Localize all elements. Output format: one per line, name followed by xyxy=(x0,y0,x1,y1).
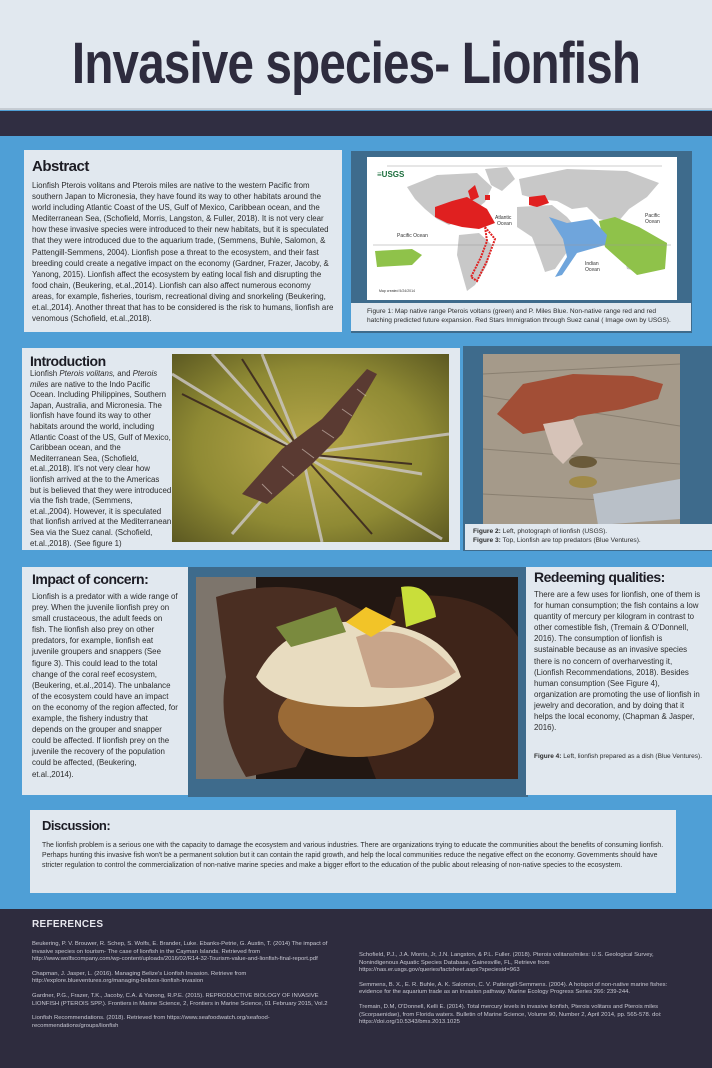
discussion-heading: Discussion: xyxy=(42,818,111,833)
reference-item: Tremain, D.M, O'Donnell, Kelli E. (2014). Total mercury levels in invasive lionfish, Pterois volitans and Pterois miles (Scorpaenidae), from Florida waters. Bulletin of Marine Science, Volume 90, Number 2, April 2014, pp. 565-578. doi: https://doi.org/10.5343/bms.2013.1025 xyxy=(359,1003,662,1026)
redeeming-section xyxy=(526,567,712,795)
intro-text-part: are native to the Indo Pacific Ocean. Including Philippines, Southern Japan, Australia, and Micronesia. The lionfish have found its way to other habitats around the world, including Atlantic Coast of the US, Gulf of Mexico, Caribbean ocean, and the Mediterranean Sea, (Schofield, et.al.,2018). It's not very clear how lionfish arrived at the to the Americas but is believed that they were introduced via the fish trade, (Semmens, et.al.,2004). However, it is speculated that lionfish arrived at the Mediterranean Sea via the Suez canal. (Schofield, et.al.,2018). (See figure 1) xyxy=(30,379,172,548)
reference-item: Chapman, J. Jasper, L. (2016). Managing Belize's Lionfish Invasion. Retrieve from http://explore.blueventures.org/managing-belizes-lionfish-invasion xyxy=(32,970,247,985)
discussion-section xyxy=(30,810,676,893)
svg-text:Atlantic: Atlantic xyxy=(495,215,512,221)
lionfish-dish-photo xyxy=(196,577,518,779)
svg-text:Pacific: Pacific xyxy=(645,213,660,219)
svg-text:Map created 5/24/2014: Map created 5/24/2014 xyxy=(379,289,415,293)
intro-species-name: Pterois volitans, xyxy=(59,369,116,378)
redeeming-heading: Redeeming qualities: xyxy=(534,569,665,585)
title-divider-band xyxy=(0,111,712,136)
svg-text:Pacific Ocean: Pacific Ocean xyxy=(397,233,428,239)
figure2-label: Figure 2: xyxy=(473,528,501,535)
reference-item: Schofield, P.J., J.A. Morris, Jr, J.N. Langston, & P.L. Fuller. (2018). Pterois volitans/miles: U.S. Geological Survey, Nonindigenous Aquatic Species Database, Gainesville, FL, Retrieve from https://nas.er.usgs.gov/queries/factsheet.aspx?speciesid=963 xyxy=(359,952,654,974)
poster-title: Invasive species- Lionfish xyxy=(71,31,641,96)
introduction-heading: Introduction xyxy=(30,353,106,369)
figure1-world-map xyxy=(367,157,677,300)
impact-text: Lionfish is a predator with a wide range of prey. When the juvenile lionfish prey on small crustaceous, the adult feeds on fish. The lionfish also prey on other predators, for example, lionfish eat juvenile groupers and snappers (See figure 3). This could lead to the total change of the coral reef ecosystem, (Beukering, et.al.,2014). The unbalance of the ecosystem could have an impact on the economy of the region affected, for example, the fishery industry that depends on the grouper and snapper could be affected. If lionfish prey on the juvenile the recovery of the population could be affected, (Beukering, et.al.,2014). xyxy=(32,592,178,779)
figure4-caption xyxy=(534,753,704,762)
figure3-label: Figure 3: xyxy=(473,536,501,544)
impact-section xyxy=(22,567,188,795)
svg-text:Ocean: Ocean xyxy=(497,221,512,227)
lionfish-dock-graphic xyxy=(483,354,680,525)
reference-item: Lionfish Recommendations. (2018). Retrieved from https://www.seafoodwatch.org/seafood-recommendations/groups/lionfish xyxy=(32,1015,270,1029)
reference-item: Gardner, P.G., Frazer, T.K., Jacoby, C.A. & Yanong, R.P.E. (2015). REPRODUCTIVE BIOLOGY OF INVASIVE LIONFISH (PTEROIS SPP.). Frontiers in Marine Science, 2, Frontiers in Marine Science, 01 February 2015, Vol.2 xyxy=(32,992,328,1007)
lionfish-photo-graphic xyxy=(172,354,449,542)
svg-text:Indian: Indian xyxy=(585,261,599,267)
figure4-label: Figure 4: xyxy=(534,753,562,761)
figure2-3-caption-box xyxy=(465,524,712,550)
figure1-caption-box xyxy=(351,303,691,331)
lionfish-dock-photo xyxy=(483,354,680,525)
svg-text:Ocean: Ocean xyxy=(585,267,600,273)
reference-item: Semmens, B. X., E. R. Buhle, A. K. Salomon, C. V. Pattengill-Semmens. (2004). A hotspot of non-native marine fishes: evidence for the aquarium trade as an invasion pathway. Marine Ecology Progress Series 266: 239-244. xyxy=(359,981,668,996)
svg-text:Ocean: Ocean xyxy=(645,219,660,225)
lionfish-reef-photo xyxy=(172,354,449,542)
figure3-caption xyxy=(473,537,704,546)
abstract-text: Lionfish Pterois volitans and Pterois miles are native to the western Pacific from southern Japan to Micronesia, they have found its way to other habitats around the world including Atlantic Coast of the US, Gulf of Mexico, Caribbean ocean, and the Mediterranean Sea, (Schofield, Morris, Langston, & Fuller, 2018). It is not very clear how these invasive species were introduced to their new habitats, but it is speculated that they were introduced due to the aquarium trade, (Semmens, Buhle, Salomon, & Pattengill-Semmens, 2004). Lionfish pose a threat to the ecosystem, and their fast breeding could create a negative impact on the economy (Gardner, Frazer, Jacoby, & Yanong, 2015). Lionfish affect the ecosystem by eating local fish and disrupting the food chain, (Beukering, et.al.,2014). Lionfish can also affect numerous economy areas, for example, fisheries, tourism, recreational diving and snorkeling (Beukering, et.al.,2014). Another threat that has to be considered is the risk to humans, lionfish are venomous (Schofield, et.al.,2018). xyxy=(32,181,334,324)
references-section xyxy=(0,909,712,1068)
figure3-caption-text: Top, Lionfish are top predators (Blue Ventures). xyxy=(500,536,641,544)
intro-species-name: Pterois miles xyxy=(30,369,158,389)
figure2-caption-text: Left, photograph of lionfish (USGS). xyxy=(500,528,608,535)
discussion-text: The lionfish problem is a serious one with the capacity to damage the ecosystem and various industries. There are organizations trying to educate the communities about the benefits of consuming lionfish. Perhaps hunting this invasive fish won't be a permanent solution but it can contain the rapid growth, and help the local communities reduce the negative effect on the economy. Governments should have stricter regulation to control the commercialization of non-native marine species and make a bigger effort to the education of the public about releasing of non-native species to the ecosystem. xyxy=(42,842,664,869)
world-map-graphic xyxy=(367,157,677,300)
figure2-caption xyxy=(473,528,704,537)
intro-text-part: and xyxy=(115,369,133,378)
references-right-column xyxy=(359,952,669,1034)
references-heading: REFERENCES xyxy=(32,919,104,930)
reference-item: Beukering, P. V. Brouwer, R. Schep, S. Wolfs, E. Brander, Luke. Ebanks-Petrie, G. Austin, T. (2014) The impact of invasive species on tourism- The case of lionfish in the Cayman Islands. Retrieved from http://www.wolfscompany.com/wp-content/uploads/2016/02/R14-32-Tourism-value-and-lionfish-final-report.pdf xyxy=(32,941,328,963)
svg-text:≡USGS: ≡USGS xyxy=(377,170,405,179)
redeeming-text: There are a few uses for lionfish, one of them is for human consumption; the fish contains a low quantity of mercury per kilogram in contrast to other comestible fish, (Tremain & O'Donnell, 2016). The consumption of lionfish is sustainable because as an invasive species there is no concern of overharvesting it, (Lionfish Recommendations, 2018). Besides human consumption (See Figure 4), organization are promoting the use of lionfish in jewelry and decoration, and by doing that it helps the local economy, (Chapman & Jasper, 2016). xyxy=(534,590,701,733)
title-band xyxy=(0,0,712,110)
introduction-text xyxy=(30,369,172,549)
abstract-section xyxy=(24,150,342,332)
lionfish-dish-graphic xyxy=(196,577,518,779)
intro-text-part: Lionfish xyxy=(30,369,60,378)
abstract-heading: Abstract xyxy=(32,158,89,175)
figure4-caption-text: Left, lionfish prepared as a dish (Blue Ventures). xyxy=(561,753,703,761)
figure1-caption: Figure 1: Map native range Pterois voltans (green) and P. Miles Blue. Non-native range red and red hatching predicted future expansion. Red Stars Immigration through Suez canal ( Image own by USGS). xyxy=(367,308,671,324)
references-left-column xyxy=(32,941,342,1037)
impact-heading: Impact of concern: xyxy=(32,571,149,587)
